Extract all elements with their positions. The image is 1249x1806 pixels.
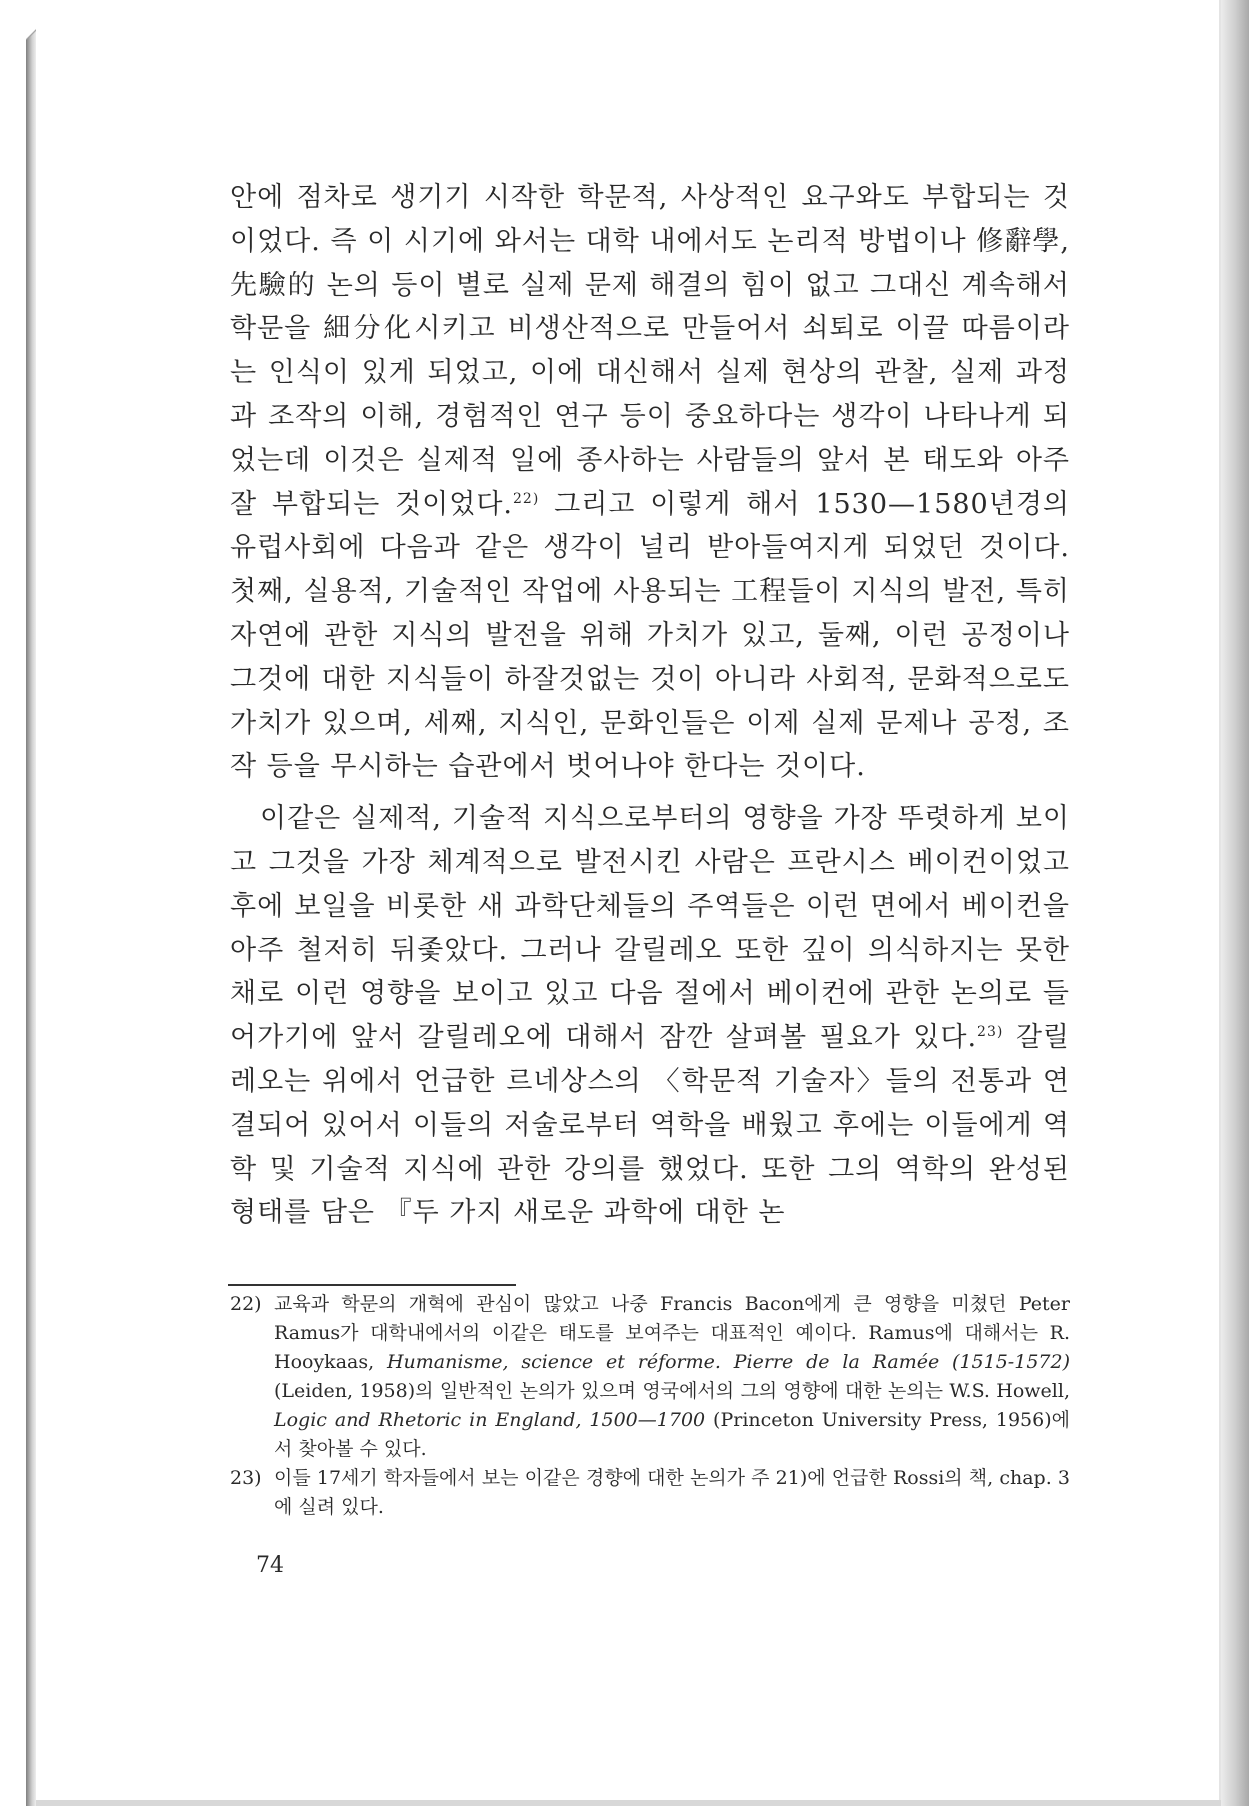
page-number: 74 bbox=[256, 1553, 284, 1578]
paragraph-text: 그리고 이렇게 해서 1530—1580년경의 유럽사회에 다음과 같은 생각이 널리 받아들여지게 되었던 것이다. 첫째, 실용적, 기술적인 작업에 사용되는 工程들이 지식의 발전, 특히 자연에 관한 지식의 발전을 위해 가치가 있고, 둘째, 이런 공정이나 그것에 대한 지식들이 하잘것없는 것이 아니라 사회적, 문화적으로도 가치가 있으며, 세째, 지식인, 문화인들은 이제 실제 문제나 공정, 조작 등을 무시하는 습관에서 벗어나야 한다는 것이다. bbox=[230, 488, 1070, 783]
footnote-22 bbox=[230, 1290, 1070, 1464]
book-edge-right bbox=[1221, 0, 1249, 1806]
footnote-divider bbox=[228, 1284, 516, 1286]
footnote-text-part: (Leiden, 1958)의 일반적인 논의가 있으며 영국에서의 그의 영향에 대한 논의는 W.S. Howell, bbox=[274, 1380, 1070, 1402]
footnote-ref-23: 23) bbox=[977, 1024, 1004, 1041]
footnote-title-italic: Logic and Rhetoric in England, 1500—1700 bbox=[274, 1409, 706, 1431]
footnote-text: 이들 17세기 학자들에서 보는 이같은 경향에 대한 논의가 주 21)에 언급한 Rossi의 책, chap. 3에 실려 있다. bbox=[274, 1467, 1070, 1518]
footnote-number: 23) bbox=[230, 1467, 262, 1489]
footnote-23 bbox=[230, 1464, 1070, 1522]
paragraph bbox=[230, 176, 1070, 789]
footnote-title-italic: Humanisme, science et réforme. Pierre de la Ramée (1515-1572) bbox=[386, 1351, 1070, 1373]
footnote-text-part: 교육과 학문의 개혁에 관심이 많았고 나중 Francis Bacon에게 큰 영향을 미쳤던 Peter Ramus가 대학내에서의 이같은 태도를 보여주는 대표적인 예이다. Ramus에 대해서는 R. Hooykaas, bbox=[274, 1293, 1070, 1373]
paragraph-text: 이같은 실제적, 기술적 지식으로부터의 영향을 가장 뚜렷하게 보이고 그것을 가장 체계적으로 발전시킨 사람은 프란시스 베이컨이었고 후에 보일을 비롯한 새 과학단체들의 주역들은 이런 면에서 베이컨을 아주 철저히 뒤좇았다. 그러나 갈릴레오 또한 깊이 의식하지는 못한 채로 이런 영향을 보이고 있고 다음 절에서 베이컨에 관한 논의로 들어가기에 앞서 갈릴레오에 대해서 잠깐 살펴볼 필요가 있다. bbox=[230, 803, 1070, 1054]
book-edge-bottom bbox=[36, 1800, 1221, 1806]
book-edge-left bbox=[26, 0, 36, 1806]
footnote-text-part: (Princeton University Press, 1956)에서 찾아볼 수 있다. bbox=[274, 1409, 1070, 1460]
body-text bbox=[230, 176, 1070, 1243]
footnote-number: 22) bbox=[230, 1293, 262, 1315]
footnotes bbox=[230, 1290, 1070, 1522]
paragraph-text: 안에 점차로 생기기 시작한 학문적, 사상적인 요구와도 부합되는 것이었다. 즉 이 시기에 와서는 대학 내에서도 논리적 방법이나 修辭學, 先驗的 논의 등이 별로 실제 문제 해결의 힘이 없고 그대신 계속해서 학문을 細分化시키고 비생산적으로 만들어서 쇠퇴로 이끌 따름이라는 인식이 있게 되었고, 이에 대신해서 실제 현상의 관찰, 실제 과정과 조작의 이해, 경험적인 연구 등이 중요하다는 생각이 나타나게 되었는데 이것은 실제적 일에 종사하는 사람들의 앞서 본 태도와 아주 잘 부합되는 것이었다. bbox=[230, 182, 1070, 520]
footnote-ref-22: 22) bbox=[513, 490, 540, 507]
paragraph-text: 갈릴레오는 위에서 언급한 르네상스의 〈학문적 기술자〉들의 전통과 연결되어 있어서 이들의 저술로부터 역학을 배웠고 후에는 이들에게 역학 및 기술적 지식에 관한 강의를 했었다. 또한 그의 역학의 완성된 형태를 담은 『두 가지 새로운 과학에 대한 논 bbox=[230, 1022, 1070, 1229]
paragraph bbox=[230, 797, 1070, 1235]
footnote-text bbox=[274, 1290, 1070, 1464]
